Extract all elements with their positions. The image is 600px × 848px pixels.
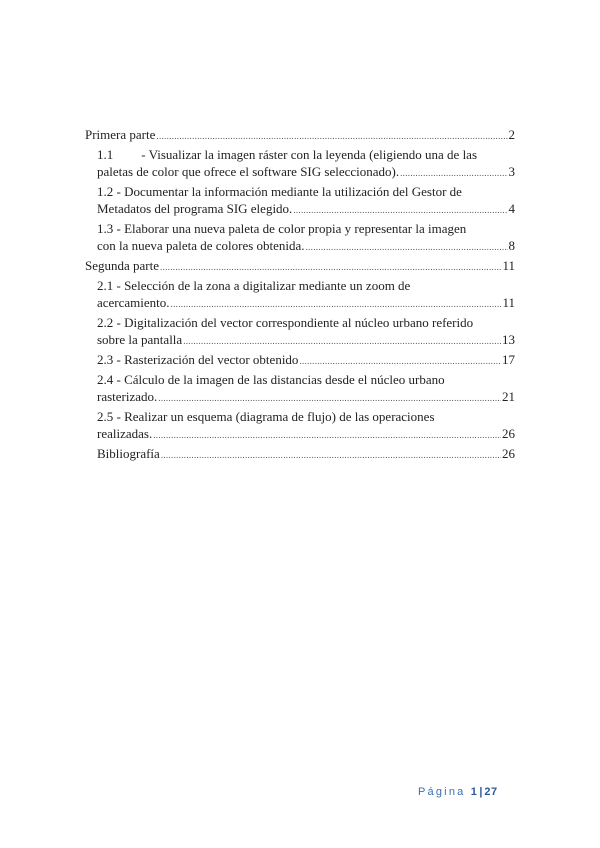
- toc-line: [97, 294, 515, 311]
- toc-entry-primera-parte[interactable]: [85, 126, 515, 143]
- toc-entry-title: Primera parte: [85, 127, 156, 142]
- toc-entry-title-cont: acercamiento.: [97, 295, 170, 310]
- toc-entry-title-cont: paletas de color que ofrece el software SIG seleccionado).: [97, 164, 400, 179]
- toc-entry-segunda-parte[interactable]: [85, 257, 515, 274]
- toc-line: [97, 237, 515, 254]
- toc-line: [85, 126, 515, 143]
- toc-entry-title: 1.2 - Documentar la información mediante la utilización del Gestor de: [97, 184, 462, 199]
- dot-leader: [183, 333, 501, 350]
- toc-page-number: 2: [508, 127, 515, 142]
- footer-total-pages: 27: [484, 786, 498, 798]
- dot-leader: [160, 259, 501, 276]
- dot-leader: [306, 239, 508, 256]
- toc-line: [97, 371, 515, 388]
- toc-entry-title: - Visualizar la imagen ráster con la leyenda (eligiendo una de las: [141, 147, 478, 162]
- dot-leader: [153, 427, 501, 444]
- toc-entry-title: 2.2 - Digitalización del vector correspondiente al núcleo urbano referido: [97, 315, 474, 330]
- dot-leader: [158, 390, 501, 407]
- toc-entry-2-5[interactable]: [85, 408, 515, 442]
- toc-line: [97, 388, 515, 405]
- dot-leader: [171, 296, 502, 313]
- toc-entry-title: 2.1 - Selección de la zona a digitalizar mediante un zoom de: [97, 278, 411, 293]
- toc-entry-1-2[interactable]: [85, 183, 515, 217]
- toc-entry-number: 1.1: [97, 147, 114, 162]
- toc-page-number: 13: [502, 332, 515, 347]
- toc-entry-title: 2.3 - Rasterización del vector obtenido: [97, 352, 299, 367]
- page-footer: [418, 786, 498, 798]
- toc-entry-title-cont: rasterizado.: [97, 389, 158, 404]
- toc-line: [97, 425, 515, 442]
- toc-page-number: 21: [502, 389, 515, 404]
- toc-entry-2-2[interactable]: [85, 314, 515, 348]
- toc-line: [97, 146, 515, 163]
- toc-entry-title: Segunda parte: [85, 258, 160, 273]
- footer-separator: |: [479, 786, 483, 798]
- toc-entry-1-1[interactable]: [85, 146, 515, 180]
- toc-page-number: 11: [502, 258, 515, 273]
- toc-entry-title: 2.5 - Realizar un esquema (diagrama de flujo) de las operaciones: [97, 409, 435, 424]
- toc-entry-title-cont: Metadatos del programa SIG elegido.: [97, 201, 293, 216]
- toc-page-number: 17: [502, 352, 515, 367]
- toc-line: [97, 445, 515, 462]
- toc-line: [97, 220, 515, 237]
- footer-current-page: 1: [470, 786, 478, 798]
- toc-page-number: 3: [508, 164, 515, 179]
- dot-leader: [156, 128, 507, 145]
- toc-line: [97, 277, 515, 294]
- toc-line: [97, 183, 515, 200]
- toc-entry-title-cont: realizadas.: [97, 426, 153, 441]
- toc-page-number: 26: [502, 426, 515, 441]
- toc-entry-bibliografia[interactable]: [85, 445, 515, 462]
- toc-entry-2-3[interactable]: [85, 351, 515, 368]
- dot-leader: [293, 202, 507, 219]
- toc-entry-2-1[interactable]: [85, 277, 515, 311]
- table-of-contents: [85, 126, 515, 462]
- toc-entry-1-3[interactable]: [85, 220, 515, 254]
- toc-line: [85, 257, 515, 274]
- toc-line: [97, 200, 515, 217]
- toc-entry-2-4[interactable]: [85, 371, 515, 405]
- toc-line: [97, 163, 515, 180]
- toc-entry-title-cont: con la nueva paleta de colores obtenida.: [97, 238, 305, 253]
- toc-page-number: 26: [502, 446, 515, 461]
- dot-leader: [299, 353, 501, 370]
- toc-entry-title: 1.3 - Elaborar una nueva paleta de color propia y representar la imagen: [97, 221, 467, 236]
- toc-line: [97, 408, 515, 425]
- footer-page-label: Página: [418, 786, 466, 798]
- toc-page-number: 4: [508, 201, 515, 216]
- toc-entry-title-cont: sobre la pantalla: [97, 332, 183, 347]
- dot-leader: [400, 165, 507, 182]
- toc-line: [97, 351, 515, 368]
- dot-leader: [161, 447, 501, 464]
- toc-line: [97, 331, 515, 348]
- toc-line: [97, 314, 515, 331]
- toc-entry-title: 2.4 - Cálculo de la imagen de las distancias desde el núcleo urbano: [97, 372, 445, 387]
- toc-entry-title: Bibliografía: [97, 446, 160, 461]
- toc-page-number: 11: [502, 295, 515, 310]
- toc-page-number: 8: [508, 238, 515, 253]
